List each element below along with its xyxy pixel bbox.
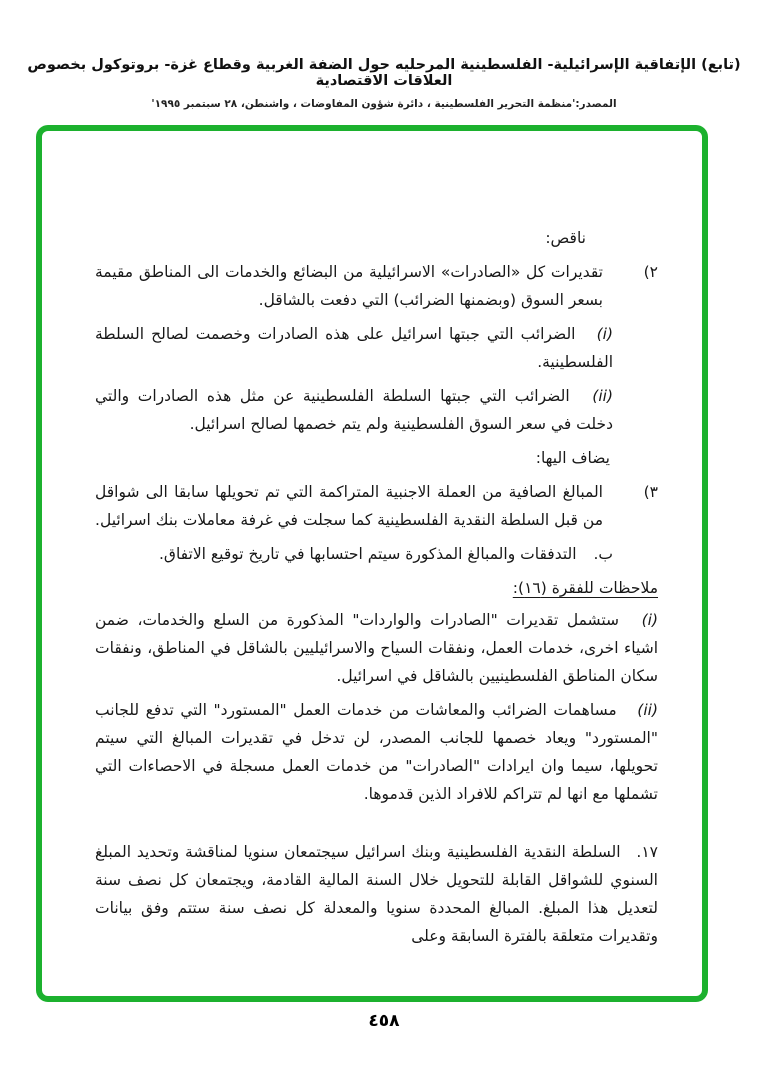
item-b-text: التدفقات والمبالغ المذكورة سيتم احتسابها في تاريخ توقيع الاتفاق. bbox=[158, 545, 577, 563]
note-i-marker: (i) bbox=[641, 611, 658, 629]
list-item-2 bbox=[95, 258, 658, 314]
note-ii-text: مساهمات الضرائب والمعاشات من خدمات العمل "المستورد" التي تدفع للجانب "المستورد" ويعاد خصمها للجانب المصدر، لن تدخل في تقديرات المبالغ التي سيتم تحويلها، سيما وان ايرادات "الصادرات" من خدمات العمل مسجلة في الاحصاءات التي تشملها مع انها لم تتراكم للافراد الذين قدموها. bbox=[95, 701, 658, 803]
notes-heading: ملاحظات للفقرة (١٦): bbox=[512, 579, 658, 597]
note-i-text: ستشمل تقديرات "الصادرات والواردات" المذكورة من السلع والخدمات، ضمن اشياء اخرى، خدمات العمل، ونفقات السياح والاسرائيليين بالشاقل في المناطق، ونفقات سكان المناطق الفلسطينيين بالشاقل في اسرائيل. bbox=[95, 611, 658, 685]
item-2-number: ٢) bbox=[643, 263, 658, 281]
page-number: ٤٥٨ bbox=[368, 1011, 400, 1031]
paragraph-17-number: ١٧. bbox=[636, 843, 658, 861]
sub-item-ii bbox=[95, 382, 658, 438]
item-3-text: المبالغ الصافية من العملة الاجنبية المتراكمة التي تم تحويلها سابقا الى شواقل من قبل السلطة النقدية الفلسطينية كما سجلت في غرفة معاملات بنك اسرائيل. bbox=[95, 483, 603, 529]
item-3-number: ٣) bbox=[643, 483, 658, 501]
yudaf-label: يضاف اليها: bbox=[535, 449, 610, 467]
item-2-text: تقديرات كل «الصادرات» الاسرائيلية من البضائع والخدمات الى المناطق مقيمة بسعر السوق (وبضمنها الضرائب) التي دفعت بالشاقل. bbox=[95, 263, 603, 309]
list-item-3 bbox=[95, 478, 658, 534]
document-header bbox=[20, 57, 748, 110]
sub-item-i bbox=[95, 320, 658, 376]
paragraph-17-text: السلطة النقدية الفلسطينية وبنك اسرائيل سيجتمعان سنويا لمناقشة وتحديد المبلغ السنوي للشواقل القابلة للتحويل خلال السنة المالية القادمة، ويجتمعان كل نصف سنة لتعديل هذا المبلغ. المبالغ المحددة سنويا والمعدلة كل نصف سنة ستتم وفق بيانات وتقديرات متعلقة بالفترة السابقة وعلى bbox=[95, 843, 658, 945]
note-ii-marker: (ii) bbox=[637, 701, 658, 719]
note-item-ii bbox=[95, 696, 658, 808]
document-body bbox=[95, 224, 658, 956]
header-source: المصدر:'منظمة التحرير الفلسطينية ، دائرة شؤون المفاوضات ، واشنطن، ٢٨ سبتمبر ١٩٩٥' bbox=[151, 98, 617, 110]
paragraph-17 bbox=[95, 838, 658, 950]
sub-item-i-marker: (i) bbox=[596, 325, 613, 343]
item-b-marker: ب. bbox=[593, 545, 613, 563]
sub-item-ii-text: الضرائب التي جبتها السلطة الفلسطينية عن مثل هذه الصادرات والتي دخلت في سعر السوق الفلسطينية ولم يتم خصمها لصالح اسرائيل. bbox=[95, 387, 613, 433]
list-item-b bbox=[95, 540, 658, 568]
header-title: (تابع) الإتفاقية الإسرائيلية- الفلسطينية المرحليه حول الضفة الغربية وقطاع غزة- بروتوكول بخصوص العلاقات الاقتصادية bbox=[27, 57, 741, 89]
naqis-label: ناقص: bbox=[545, 229, 586, 247]
note-item-i bbox=[95, 606, 658, 690]
sub-item-i-text: الضرائب التي جبتها اسرائيل على هذه الصادرات وخصمت لصالح السلطة الفلسطينية. bbox=[95, 325, 613, 371]
sub-item-ii-marker: (ii) bbox=[592, 387, 613, 405]
